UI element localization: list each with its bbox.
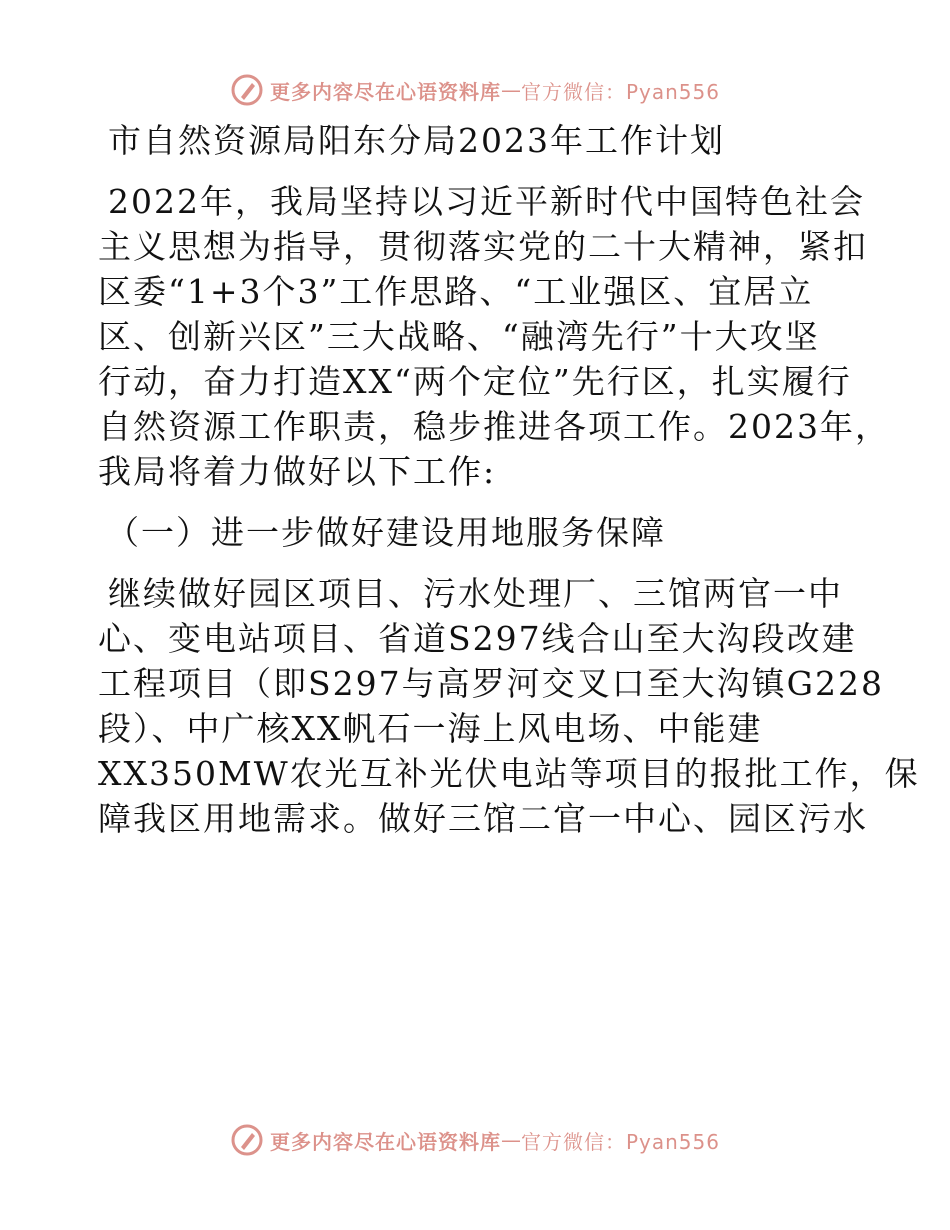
paragraph-line: 障我区用地需求。做好三馆二官一中心、园区污水 — [98, 799, 868, 838]
watermark-footer — [0, 1118, 950, 1162]
paragraph-line: 区、创新兴区”三大战略、“融湾先行”十大攻坚 — [98, 317, 820, 356]
paragraph-line: 工程项目（即S297与高罗河交叉口至大沟镇G228 — [98, 664, 884, 703]
watermark-separator: — — [500, 78, 521, 102]
paragraph-line: 自然资源工作职责，稳步推进各项工作。2023年， — [98, 407, 890, 446]
paragraph-line: 我局将着力做好以下工作: — [98, 452, 497, 491]
paragraph-line: XX350MW农光互补光伏电站等项目的报批工作，保 — [98, 754, 920, 793]
section-paragraph — [98, 571, 920, 841]
watermark-header — [0, 68, 950, 112]
watermark-brand: 更多内容尽在心语资料库 — [269, 1129, 501, 1154]
paragraph-line: 继续做好园区项目、污水处理厂、三馆两官一中 — [108, 574, 843, 613]
watermark-wechat: 官方微信：Pyan556 — [520, 79, 720, 104]
paragraph-line: 区委“1+3个3”工作思路、“工业强区、宜居立 — [98, 272, 814, 311]
paragraph-line: 主义思想为指导，贯彻落实党的二十大精神，紧扣 — [98, 227, 868, 266]
paragraph-line: 2022年，我局坚持以习近平新时代中国特色社会 — [108, 182, 865, 221]
document-body — [98, 118, 920, 857]
paragraph-line: 行动，奋力打造XX“两个定位”先行区，扎实履行 — [98, 362, 852, 401]
watermark-brand: 更多内容尽在心语资料库 — [269, 79, 501, 104]
intro-paragraph — [98, 179, 890, 494]
section-heading: （一）进一步做好建设用地服务保障 — [106, 513, 666, 552]
watermark-separator: — — [500, 1128, 521, 1152]
document-title: 市自然资源局阳东分局2023年工作计划 — [108, 121, 725, 160]
pen-logo-icon — [230, 73, 264, 107]
paragraph-line: 段）、中广核XX帆石一海上风电场、中能建 — [98, 709, 763, 748]
paragraph-line: 心、变电站项目、省道S297线合山至大沟段改建 — [98, 619, 857, 658]
pen-logo-icon — [230, 1123, 264, 1157]
watermark-wechat: 官方微信：Pyan556 — [520, 1129, 720, 1154]
